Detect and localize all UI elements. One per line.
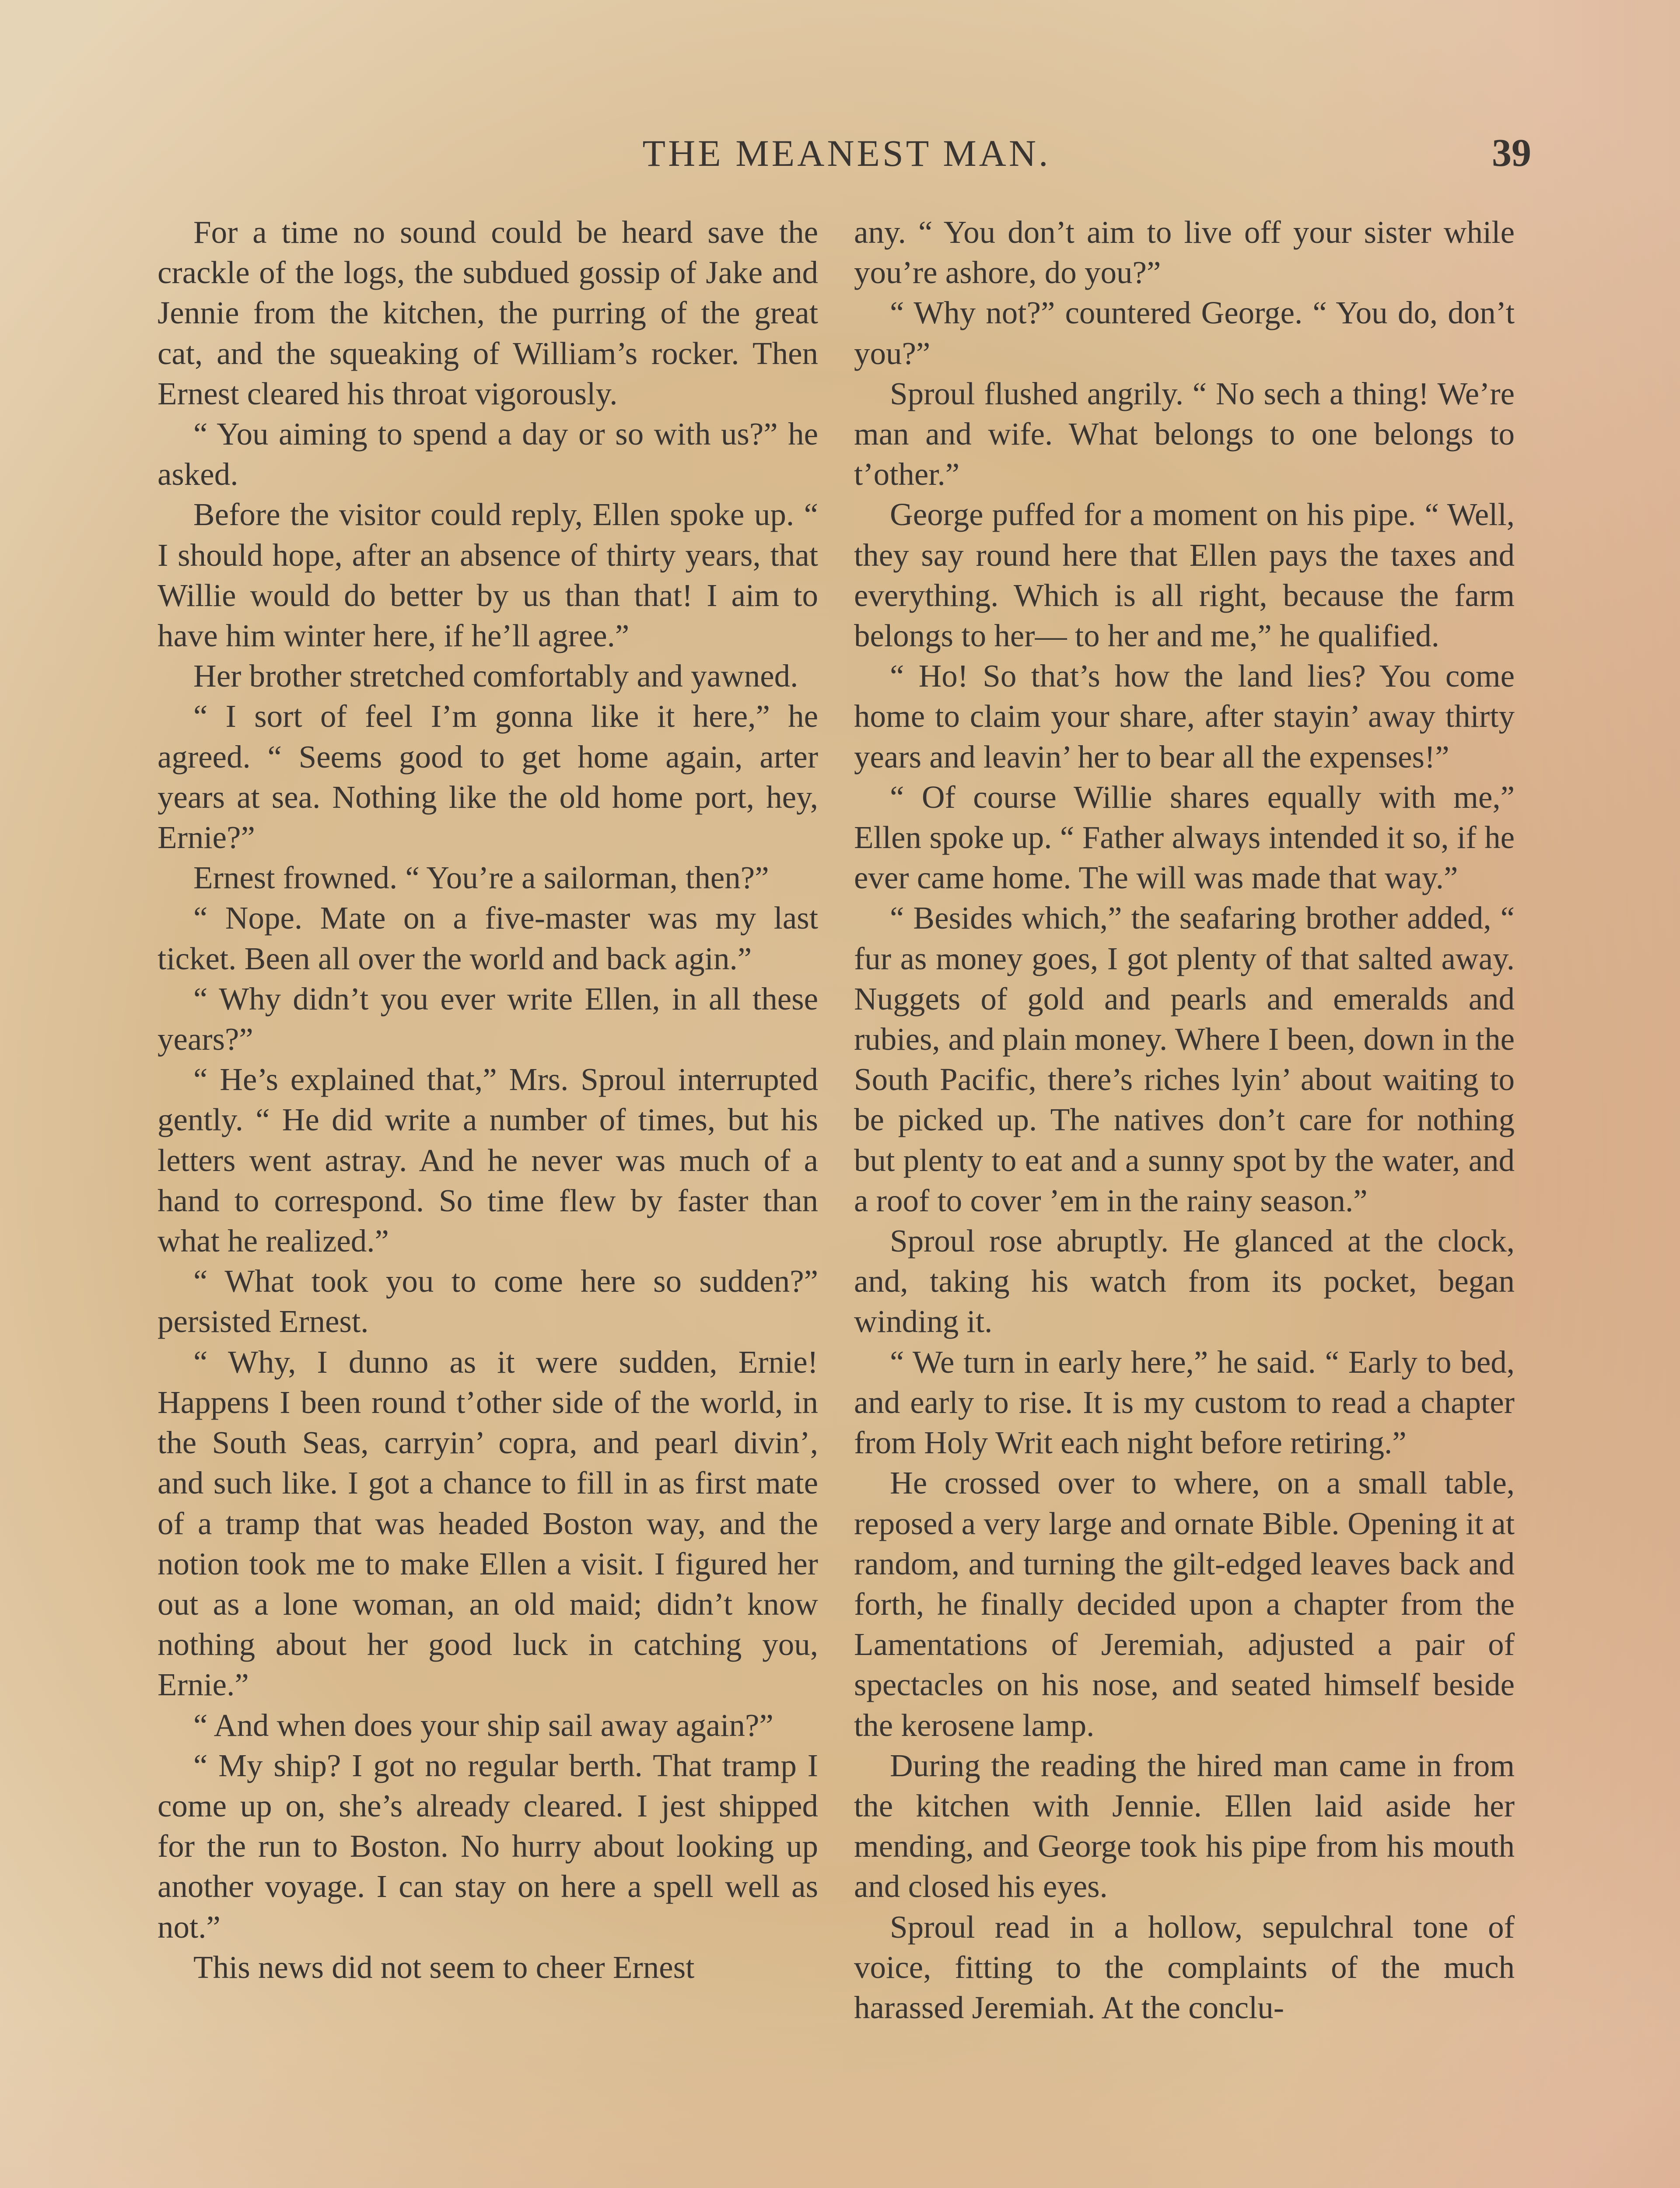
paragraph: “ Why not?” countered George. “ You do, don’t you?” [854, 295, 1515, 371]
paragraph: “ I sort of feel I’m gonna like it here,” he agreed. “ Seems good to get home again, arter years at sea. Nothing like the old home port, hey, Ernie?” [158, 698, 818, 856]
paragraph: Before the visitor could reply, Ellen spoke up. “ I should hope, after an absence of thirty years, that Willie would do better by us than that! I aim to have him winter here, if he’ll agree.” [158, 497, 818, 654]
paragraph: For a time no sound could be heard save the crackle of the logs, the subdued gossip of Jake and Jennie from the kitchen, the purring of the great cat, and the squeaking of William’s rocker. Then Ernest cleared his throat vigorously. [158, 214, 818, 411]
paragraph: Her brother stretched comfortably and yawned. [193, 658, 798, 694]
page-number: 39 [1492, 131, 1531, 175]
paragraph: “ He’s explained that,” Mrs. Sproul interrupted gently. “ He did write a number of times, but his letters went astray. And he never was much of a hand to correspond. So time flew by faster than what he realized.” [158, 1062, 818, 1259]
paragraph: This news did not seem to cheer Ernest [193, 1949, 695, 1985]
text-column-left [158, 212, 818, 1988]
paragraph: George puffed for a moment on his pipe. “ Well, they say round here that Ellen pays the taxes and everything. Which is all right, because the farm belongs to her— to her and me,” he qualified. [854, 497, 1515, 654]
paragraph: “ Of course Willie shares equally with me,” Ellen spoke up. “ Father always intended it so, if he ever came home. The will was made that way.” [854, 779, 1515, 896]
paragraph: “ Besides which,” the seafaring brother added, “ fur as money goes, I got plenty of that salted away. Nuggets of gold and pearls and emeralds and rubies, and plain money. Where I been, down in the South Pacific, there’s riches lyin’ about waiting to be picked up. The natives don’t care for nothing but plenty to eat and a sunny spot by the water, and a roof to cover ’em in the rainy season.” [854, 900, 1515, 1218]
paragraph: “ You aiming to spend a day or so with us?” he asked. [158, 416, 818, 492]
paragraph: “ What took you to come here so sudden?” persisted Ernest. [158, 1263, 818, 1339]
paragraph: Ernest frowned. “ You’re a sailorman, then?” [193, 860, 769, 896]
paragraph: “ Ho! So that’s how the land lies? You come home to claim your share, after stayin’ away thirty years and leavin’ her to bear all the expenses!” [854, 658, 1515, 775]
paragraph: “ And when does your ship sail away again?” [193, 1707, 774, 1743]
running-title: THE MEANEST MAN. [642, 132, 1051, 174]
paragraph: “ Nope. Mate on a five-master was my last ticket. Been all over the world and back agin.” [158, 900, 818, 976]
paragraph: Sproul rose abruptly. He glanced at the clock, and, taking his watch from its pocket, began winding it. [854, 1223, 1515, 1339]
paragraph: “ Why, I dunno as it were sudden, Ernie! Happens I been round t’other side of the world, in the South Seas, carryin’ copra, and pearl divin’, and such like. I got a chance to fill in as first mate of a tramp that was headed Boston way, and the notion took me to make Ellen a visit. I figured her out as a lone woman, an old maid; didn’t know nothing about her good luck in catching you, Ernie.” [158, 1344, 818, 1703]
running-header [162, 127, 1531, 179]
paragraph: He crossed over to where, on a small table, reposed a very large and ornate Bible. Opening it at random, and turning the gilt-edged leaves back and forth, he finally decided upon a chapter from the Lamentations of Jeremiah, adjusted a pair of spectacles on his nose, and seated himself beside the kerosene lamp. [854, 1465, 1515, 1743]
paragraph: Sproul read in a hollow, sepulchral tone of voice, fitting to the complaints of the much harassed Jeremiah. At the conclu- [854, 1909, 1515, 2025]
paragraph: “ Why didn’t you ever write Ellen, in all these years?” [158, 981, 818, 1057]
paragraph: “ We turn in early here,” he said. “ Early to bed, and early to rise. It is my custom to read a chapter from Holy Writ each night before retiring.” [854, 1344, 1515, 1461]
paragraph: During the reading the hired man came in from the kitchen with Jennie. Ellen laid aside her mending, and George took his pipe from his mouth and closed his eyes. [854, 1747, 1515, 1904]
paragraph-continued: any. “ You don’t aim to live off your sister while you’re ashore, do you?” [854, 214, 1515, 291]
paragraph: “ My ship? I got no regular berth. That tramp I come up on, she’s already cleared. I jest shipped for the run to Boston. No hurry about looking up another voyage. I can stay on here a spell well as not.” [158, 1747, 818, 1945]
text-column-right [854, 212, 1515, 2028]
paragraph: Sproul flushed angrily. “ No sech a thing! We’re man and wife. What belongs to one belongs to t’other.” [854, 375, 1515, 492]
